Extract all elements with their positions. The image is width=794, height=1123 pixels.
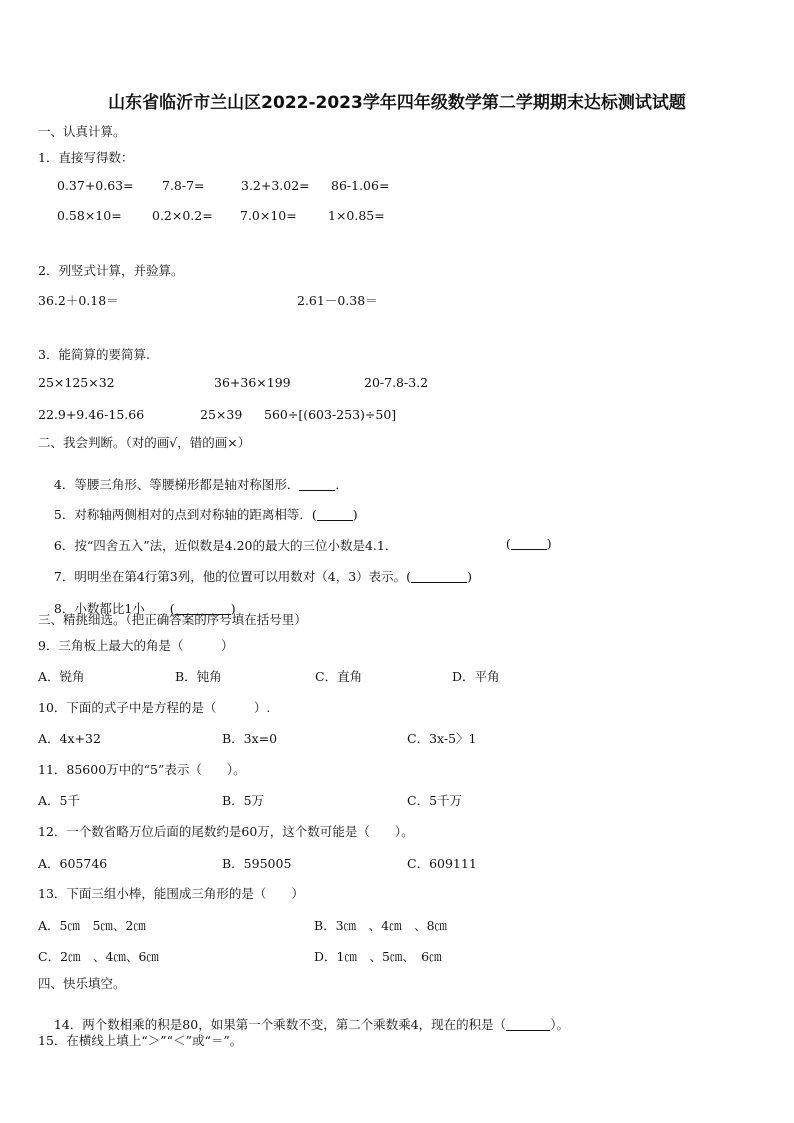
option-b[interactable]: B．5万 [222,793,265,808]
question-9-stem: 9．三角板上最大的角是（ ） [38,638,234,653]
option-c[interactable]: C．3x-5〉1 [407,731,477,746]
option-c[interactable]: C．5千万 [407,793,463,808]
question-15-stem: 15．在横线上填上“＞”“＜”或“＝”。 [38,1033,243,1048]
answer-blank[interactable] [506,1018,550,1031]
answer-blank[interactable] [317,508,353,521]
question-5-text: 5．对称轴两侧相对的点到对称轴的距离相等．( [53,507,317,522]
question-2-stem: 2．列竖式计算，并验算。 [38,263,184,278]
calc-item: 3.2+3.02= [241,178,310,193]
question-1-stem: 1．直接写得数： [38,150,134,165]
question-4-end: ． [335,477,348,492]
simplify-item: 560÷[(603-253)÷50] [264,407,397,422]
question-6-text: 6．按“四舍五入”法，近似数是4.20的最大的三位小数是4.1． [53,538,398,553]
answer-blank[interactable] [411,570,467,583]
question-10-stem: 10．下面的式子中是方程的是（ ）. [38,700,271,715]
calc-item: 7.8-7= [162,178,205,193]
option-a[interactable]: A．5千 [38,793,80,808]
vertical-calc-item: 2.61－0.38＝ [297,293,378,308]
option-a[interactable]: A．605746 [38,856,108,871]
question-13-stem: 13．下面三组小棒，能围成三角形的是（ ） [38,886,304,901]
simplify-item: 25×39 [200,407,243,422]
option-a[interactable]: A．4x+32 [38,731,101,746]
page-title: 山东省临沂市兰山区2022-2023学年四年级数学第二学期期末达标测试试题 [108,93,686,113]
section-heading-2: 二、我会判断。（对的画√，错的画×） [38,435,251,450]
option-b[interactable]: B．3㎝ 、4㎝ 、8㎝ [314,918,448,933]
section-heading-3: 三、精挑细选。（把正确答案的序号填在括号里） [38,612,307,627]
question-14-text: 14．两个数相乘的积是80，如果第一个乘数不变，第二个乘数乘4，现在的积是（ [53,1017,507,1032]
question-8-end: ) [230,601,236,616]
question-4-text: 4．等腰三角形、等腰梯形都是轴对称图形． [53,477,300,492]
question-14-end: ）。 [550,1017,569,1032]
question-8-text: 8．小数都比1小 ( [53,601,175,616]
question-7-end: ) [467,569,472,584]
option-a[interactable]: A．5㎝ 5㎝、2㎝ [38,918,146,933]
question-12-stem: 12．一个数省略万位后面的尾数约是60万，这个数可能是（ ）。 [38,824,414,839]
option-d[interactable]: D．平角 [452,669,500,684]
section-heading-4: 四、快乐填空。 [38,976,126,991]
calc-item: 0.2×0.2= [152,208,213,223]
simplify-item: 20-7.8-3.2 [364,375,429,390]
option-c[interactable]: C．直角 [315,669,363,684]
option-b[interactable]: B．钝角 [175,669,222,684]
option-c[interactable]: C．609111 [407,856,477,871]
question-3-stem: 3．能简算的要简算. [38,347,150,362]
calc-item: 0.37+0.63= [57,178,134,193]
calc-item: 0.58×10= [57,208,122,223]
calc-item: 7.0×10= [240,208,297,223]
option-b[interactable]: B．595005 [222,856,292,871]
option-a[interactable]: A．锐角 [38,669,85,684]
simplify-item: 36+36×199 [214,375,291,390]
option-b[interactable]: B．3x=0 [222,731,278,746]
question-11-stem: 11．85600万中的“5”表示（ ）。 [38,762,246,777]
question-5-end: ) [352,507,358,522]
option-c[interactable]: C．2㎝ 、4㎝、6㎝ [38,949,159,964]
option-d[interactable]: D．1㎝ 、5㎝、 6㎝ [314,949,442,964]
question-6-paren [490,521,552,566]
question-6-paren-open: ( [505,536,511,551]
calc-item: 1×0.85= [328,208,385,223]
calc-item: 86-1.06= [331,178,390,193]
question-7-text: 7．明明坐在第4行第3列，他的位置可以用数对（4，3）表示。( [53,569,412,584]
question-6-paren-close: ) [546,536,552,551]
simplify-item: 25×125×32 [38,375,115,390]
vertical-calc-item: 36.2＋0.18＝ [38,293,119,308]
simplify-item: 22.9+9.46-15.66 [38,407,145,422]
section-heading-1: 一、认真计算。 [38,124,126,139]
answer-blank[interactable] [511,537,547,550]
